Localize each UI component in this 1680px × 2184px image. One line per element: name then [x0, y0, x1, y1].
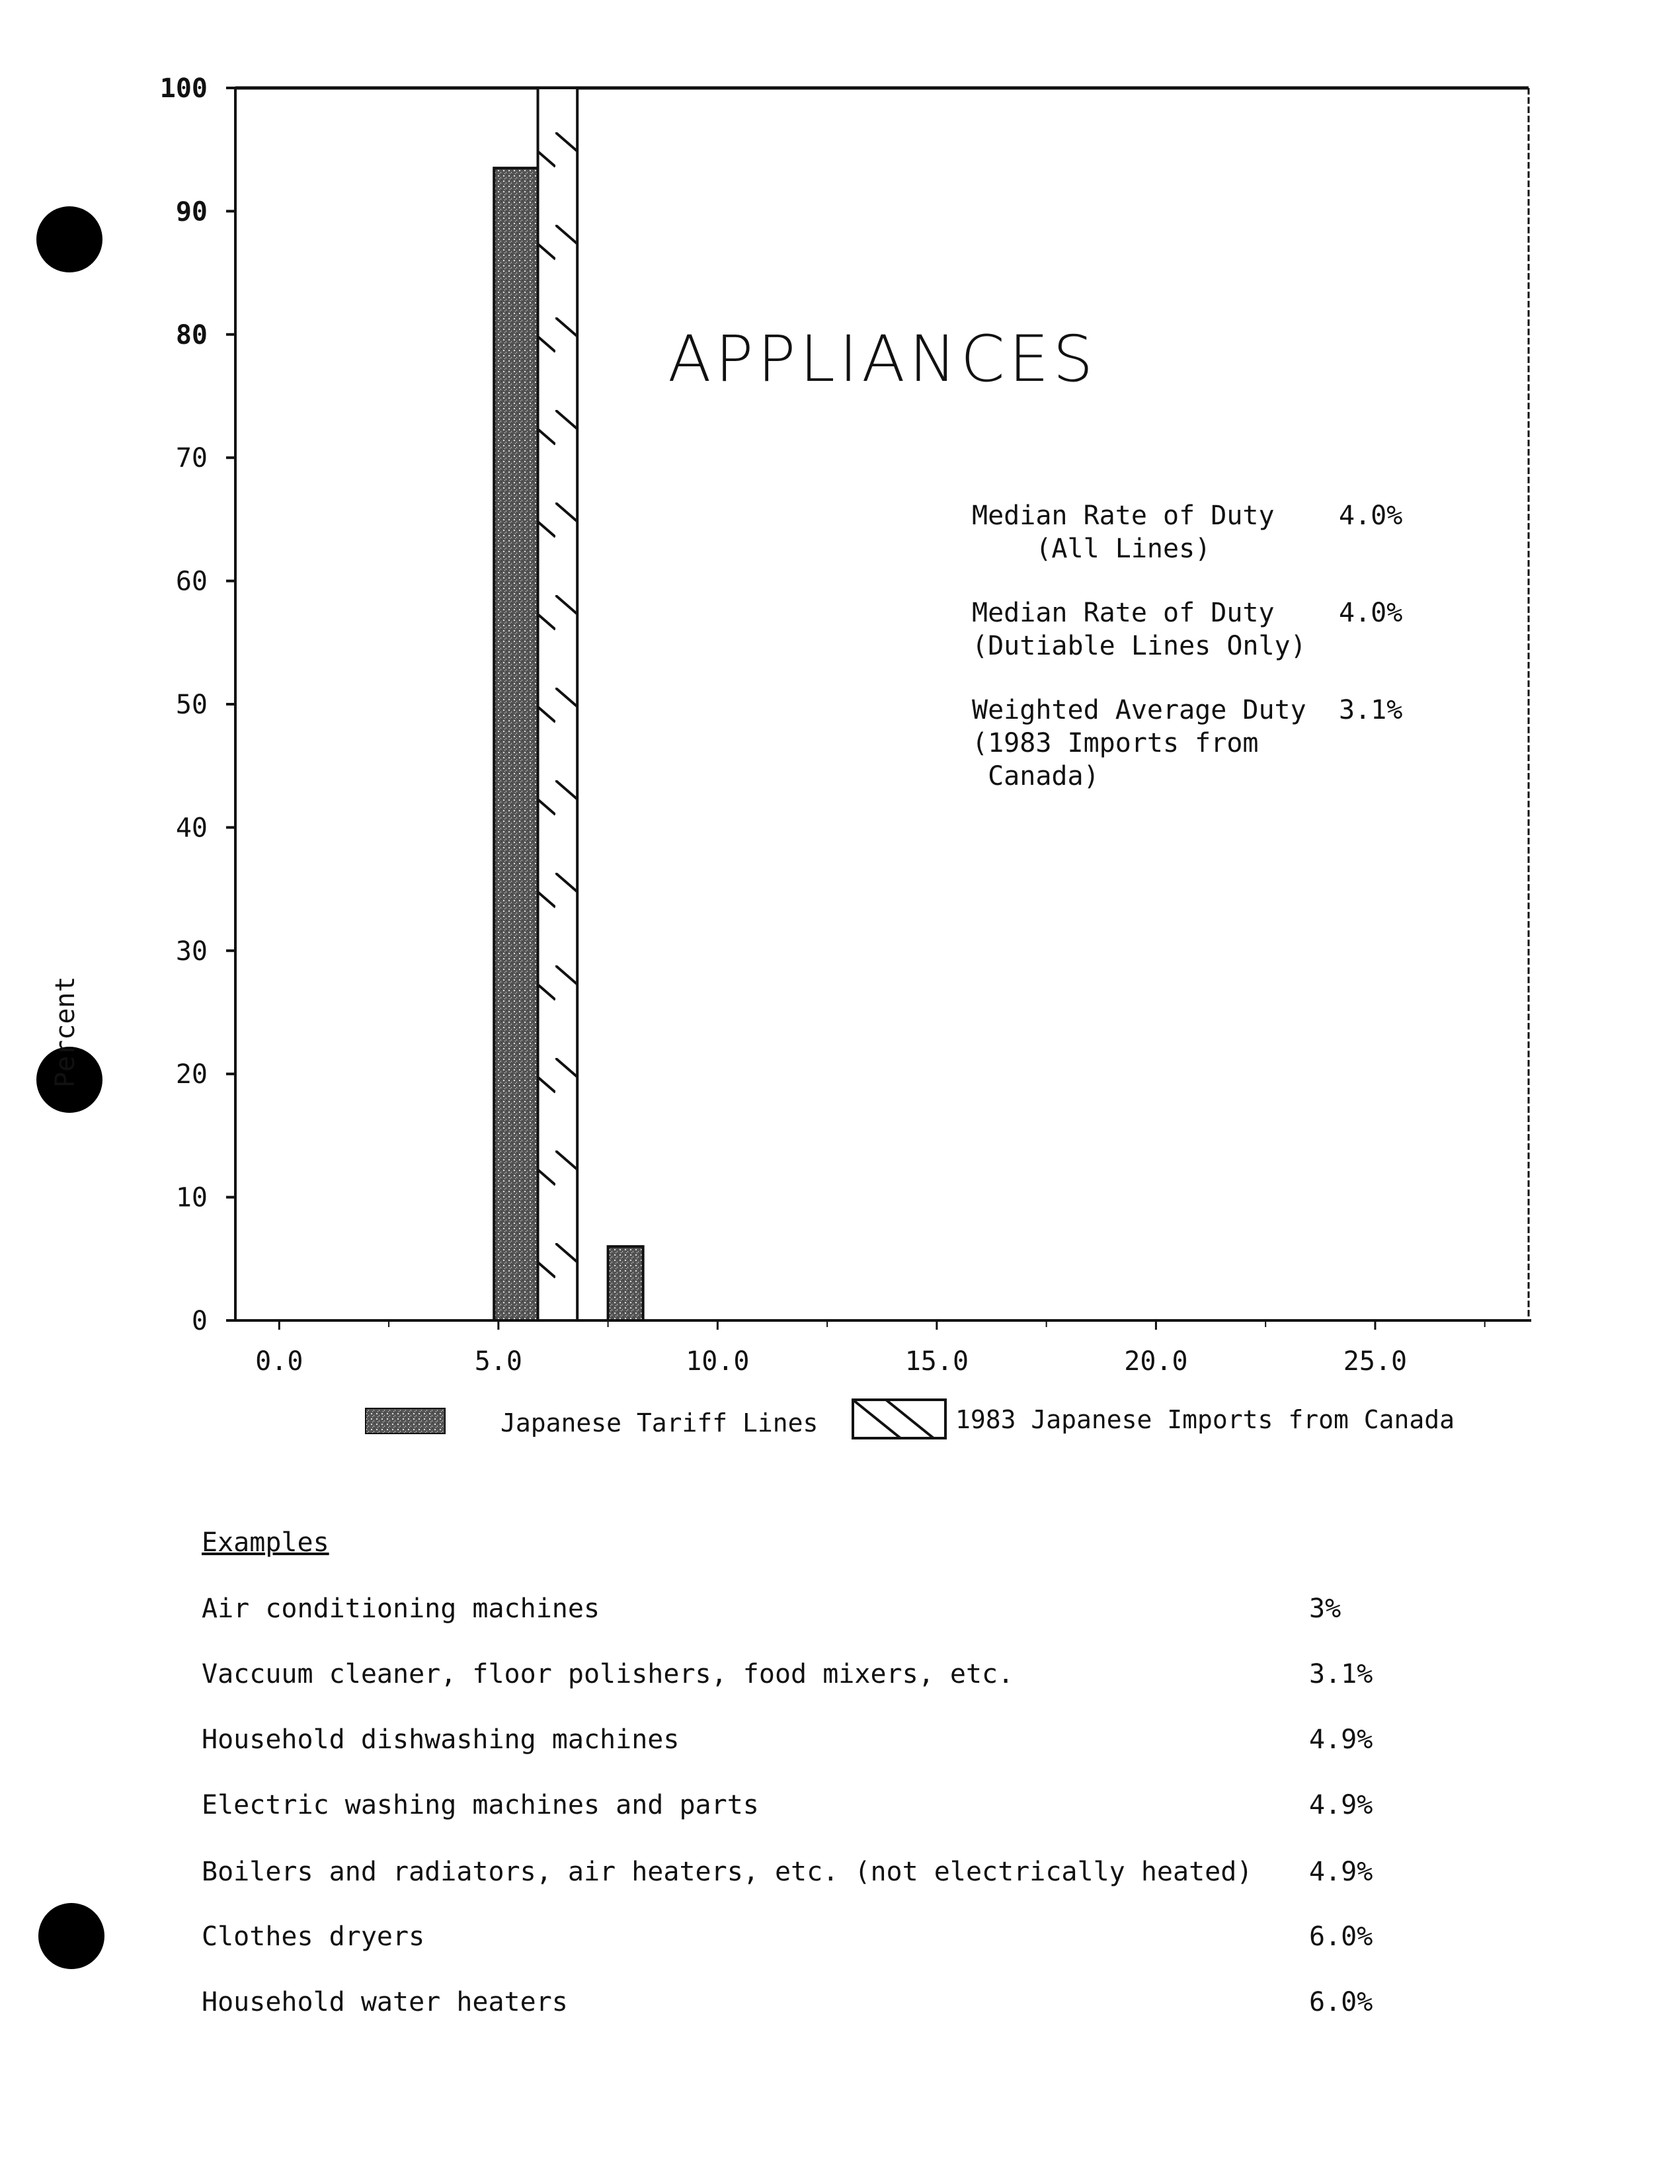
example-name: Household dishwashing machines [202, 1724, 680, 1755]
y-tick-label: 70 [175, 443, 208, 474]
stat-label: Median Rate of Duty [972, 598, 1275, 628]
bars [494, 88, 643, 1320]
example-value: 6.0% [1309, 1987, 1373, 2017]
example-name: Air conditioning machines [202, 1594, 600, 1624]
stats-panel [972, 501, 1402, 791]
x-tick-label: 15.0 [904, 1346, 969, 1377]
stat-label: Median Rate of Duty [972, 501, 1275, 531]
stat-value: 4.0% [1339, 598, 1403, 628]
legend-label-tariff-lines: Japanese Tariff Lines [500, 1408, 819, 1437]
example-value: 4.9% [1309, 1724, 1373, 1755]
legend-swatch-tariff-lines [366, 1408, 445, 1434]
example-value: 6.0% [1309, 1921, 1373, 1952]
stat-label: Canada) [972, 761, 1100, 791]
example-value: 4.9% [1309, 1790, 1373, 1820]
example-row [202, 1921, 1392, 1955]
example-row [202, 1987, 1392, 2020]
example-name: Boilers and radiators, air heaters, etc. (not electrically heated) [202, 1857, 1253, 1887]
legend-label-imports: 1983 Japanese Imports from Canada [955, 1405, 1455, 1434]
legend-swatch-imports [853, 1400, 945, 1438]
x-tick-label: 20.0 [1124, 1346, 1188, 1377]
stat-label: Weighted Average Duty [972, 695, 1306, 725]
x-axis [255, 1320, 1485, 1377]
example-row [202, 1790, 1392, 1823]
example-name: Household water heaters [202, 1987, 568, 2017]
y-axis [160, 73, 235, 1336]
example-row [202, 1724, 1392, 1758]
example-name: Clothes dryers [202, 1921, 425, 1952]
y-tick-label: 50 [175, 690, 208, 720]
example-name: Vaccuum cleaner, floor polishers, food mixers, etc. [202, 1659, 1014, 1689]
x-tick-label: 10.0 [686, 1346, 750, 1377]
stat-label: (1983 Imports from [972, 728, 1259, 758]
y-tick-label: 80 [175, 319, 208, 350]
stat-value: 4.0% [1339, 501, 1403, 531]
stat-label: (All Lines) [972, 534, 1211, 564]
y-tick-label: 40 [175, 813, 208, 844]
example-value: 3% [1309, 1594, 1341, 1624]
y-tick-label: 100 [159, 73, 208, 104]
bar-tariff-lines [494, 168, 538, 1320]
y-axis-label: Percent [50, 976, 81, 1088]
y-tick-label: 60 [175, 566, 208, 597]
example-row [202, 1594, 1392, 1627]
x-tick-label: 5.0 [474, 1346, 522, 1377]
example-value: 4.9% [1309, 1857, 1373, 1887]
examples-title: Examples [202, 1527, 329, 1558]
y-tick-label: 10 [175, 1182, 208, 1213]
example-row [202, 1659, 1392, 1692]
y-tick-label: 0 [191, 1306, 208, 1336]
bar-tariff-lines [608, 1246, 643, 1320]
example-row [202, 1857, 1392, 1890]
y-tick-label: 90 [175, 196, 208, 227]
stat-label: (Dutiable Lines Only) [972, 631, 1306, 661]
x-tick-label: 0.0 [255, 1346, 303, 1377]
plot-frame [235, 88, 1531, 1320]
legend [366, 1400, 1455, 1438]
y-tick-label: 30 [175, 936, 208, 967]
chart-title: APPLIANCES [668, 322, 1098, 396]
bar-imports [538, 88, 578, 1320]
example-name: Electric washing machines and parts [202, 1790, 759, 1820]
y-tick-label: 20 [175, 1059, 208, 1090]
x-tick-label: 25.0 [1343, 1346, 1408, 1377]
stat-value: 3.1% [1339, 695, 1403, 725]
example-value: 3.1% [1309, 1659, 1373, 1689]
